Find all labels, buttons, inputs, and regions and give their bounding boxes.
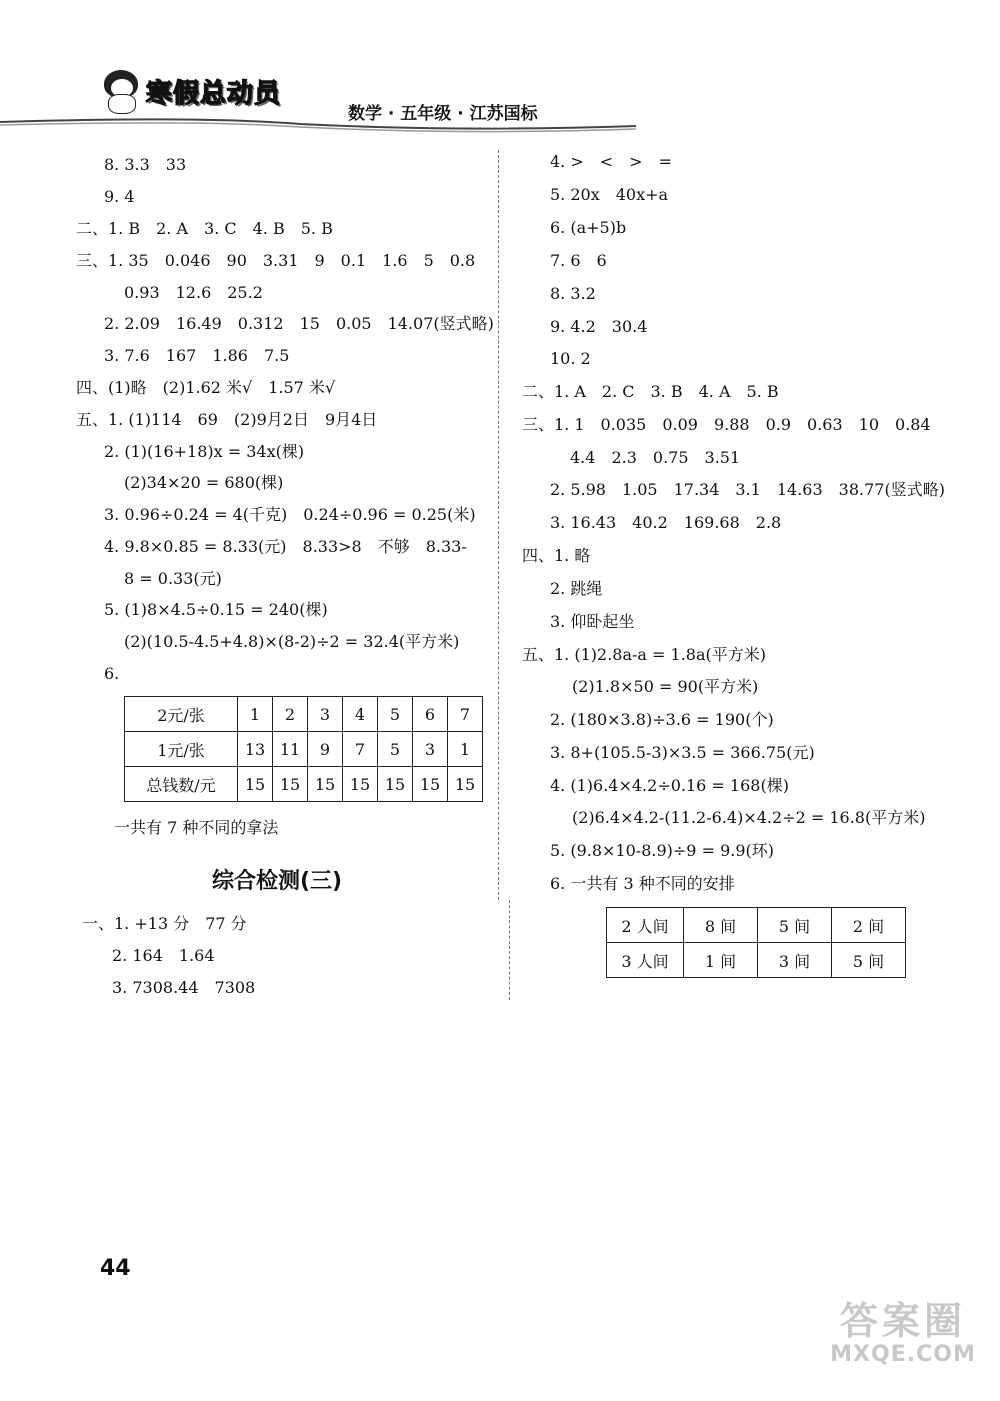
- table-cell: 4: [343, 697, 378, 732]
- answer-line: 9. 4: [104, 187, 135, 206]
- table-cell: 3: [308, 697, 343, 732]
- table-cell: 7: [448, 697, 483, 732]
- row-label: 2 人间: [607, 908, 684, 943]
- logo-text: 寒假总动员: [146, 78, 282, 109]
- answer-line: 二、1. B 2. A 3. C 4. B 5. B: [76, 219, 333, 238]
- table-cell: 5: [378, 732, 413, 767]
- table-cell: 5: [378, 697, 413, 732]
- answer-line: 6. 一共有 3 种不同的安排: [550, 874, 735, 893]
- watermark-url: MXQE.COM: [830, 1342, 976, 1367]
- table-row: [125, 732, 483, 767]
- row-label: 2元/张: [125, 697, 238, 732]
- table-cell: 2: [273, 697, 308, 732]
- header-subject: 数学 · 五年级 · 江苏国标: [348, 104, 538, 124]
- answer-line: 二、1. A 2. C 3. B 4. A 5. B: [522, 382, 779, 401]
- watermark: [818, 1300, 988, 1370]
- answer-line: 2. 5.98 1.05 17.34 3.1 14.63 38.77(竖式略): [550, 480, 945, 499]
- answer-line: 8. 3.2: [550, 284, 596, 303]
- watermark-title: 答案圈: [839, 1299, 966, 1343]
- answer-line: 3. 8+(105.5-3)×3.5 = 366.75(元): [550, 743, 815, 762]
- answer-line: 2. (180×3.8)÷3.6 = 190(个): [550, 710, 774, 729]
- table-cell: 6: [413, 697, 448, 732]
- answer-line: (2)6.4×4.2-(11.2-6.4)×4.2÷2 = 16.8(平方米): [572, 808, 926, 827]
- answer-line: 四、(1)略 (2)1.62 米√ 1.57 米√: [76, 378, 336, 397]
- answer-line: 3. 0.96÷0.24 = 4(千克) 0.24÷0.96 = 0.25(米): [104, 505, 476, 524]
- answer-line: 4. > < > =: [550, 152, 672, 171]
- table-cell: 15: [238, 767, 273, 802]
- answer-line: 9. 4.2 30.4: [550, 317, 648, 336]
- answer-line: 5. 20x 40x+a: [550, 185, 669, 204]
- table-row: [607, 943, 906, 978]
- answer-line: 6.: [104, 664, 120, 683]
- mascot-icon: [100, 70, 142, 112]
- answer-line: 一、1. +13 分 77 分: [82, 914, 247, 933]
- answer-line: (2)(10.5-4.5+4.8)×(8-2)÷2 = 32.4(平方米): [124, 632, 460, 651]
- table-cell: 15: [273, 767, 308, 802]
- room-arrangement-table: [606, 907, 906, 978]
- answer-line: 5. (9.8×10-8.9)÷9 = 9.9(环): [550, 841, 774, 860]
- row-label: 总钱数/元: [125, 767, 238, 802]
- answer-line: 4.4 2.3 0.75 3.51: [570, 448, 741, 467]
- answer-line: 8. 3.3 33: [104, 155, 187, 174]
- answer-line: 2. 164 1.64: [112, 946, 215, 965]
- answer-line: 10. 2: [550, 349, 591, 368]
- answer-line: 四、1. 略: [522, 546, 591, 565]
- answer-line: 2. 跳绳: [550, 579, 603, 598]
- table-cell: 15: [308, 767, 343, 802]
- answer-line: 8 = 0.33(元): [124, 569, 222, 588]
- answer-line: 三、1. 1 0.035 0.09 9.88 0.9 0.63 10 0.84: [522, 415, 931, 434]
- table-cell: 5 间: [758, 908, 832, 943]
- answer-line: 4. 9.8×0.85 = 8.33(元) 8.33>8 不够 8.33-: [104, 537, 467, 556]
- table-cell: 1: [448, 732, 483, 767]
- table-cell: 15: [378, 767, 413, 802]
- answer-line: 3. 7.6 167 1.86 7.5: [104, 346, 290, 365]
- answer-line: (2)1.8×50 = 90(平方米): [572, 677, 759, 696]
- table-cell: 13: [238, 732, 273, 767]
- table-cell: 11: [273, 732, 308, 767]
- table-cell: 7: [343, 732, 378, 767]
- answer-line: 0.93 12.6 25.2: [124, 283, 263, 302]
- answer-line: 6. (a+5)b: [550, 218, 627, 237]
- row-label: 1元/张: [125, 732, 238, 767]
- page-number: 44: [100, 1256, 131, 1281]
- table-cell: 8 间: [684, 908, 758, 943]
- column-divider-lower: [509, 900, 510, 1000]
- table-cell: 5 间: [832, 943, 906, 978]
- answer-line: (2)34×20 = 680(棵): [124, 473, 284, 492]
- header-swoosh: [0, 112, 640, 136]
- table-row: [607, 908, 906, 943]
- table-row: [125, 697, 483, 732]
- table-cell: 15: [413, 767, 448, 802]
- table-cell: 3 间: [758, 943, 832, 978]
- table-cell: 15: [448, 767, 483, 802]
- table-cell: 15: [343, 767, 378, 802]
- money-combination-table: [124, 696, 483, 802]
- table-row: [125, 767, 483, 802]
- table-cell: 3: [413, 732, 448, 767]
- table-cell: 1 间: [684, 943, 758, 978]
- answer-line: 五、1. (1)2.8a-a = 1.8a(平方米): [522, 645, 766, 664]
- answer-line: 一共有 7 种不同的拿法: [114, 818, 279, 837]
- section-title: 综合检测(三): [212, 869, 343, 894]
- answer-line: 3. 仰卧起坐: [550, 612, 635, 631]
- answer-line: 4. (1)6.4×4.2÷0.16 = 168(棵): [550, 776, 789, 795]
- answer-line: 3. 7308.44 7308: [112, 978, 256, 997]
- answer-line: 三、1. 35 0.046 90 3.31 9 0.1 1.6 5 0.8: [76, 251, 476, 270]
- answer-line: 3. 16.43 40.2 169.68 2.8: [550, 513, 782, 532]
- answer-line: 5. (1)8×4.5÷0.15 = 240(棵): [104, 600, 328, 619]
- answer-line: 2. (1)(16+18)x = 34x(棵): [104, 442, 305, 461]
- answer-line: 2. 2.09 16.49 0.312 15 0.05 14.07(竖式略): [104, 314, 494, 333]
- table-cell: 1: [238, 697, 273, 732]
- answer-line: 五、1. (1)114 69 (2)9月2日 9月4日: [76, 410, 378, 429]
- table-cell: 2 间: [832, 908, 906, 943]
- header-logo: [100, 70, 281, 112]
- column-divider: [498, 150, 499, 900]
- table-cell: 9: [308, 732, 343, 767]
- row-label: 3 人间: [607, 943, 684, 978]
- answer-line: 7. 6 6: [550, 251, 607, 270]
